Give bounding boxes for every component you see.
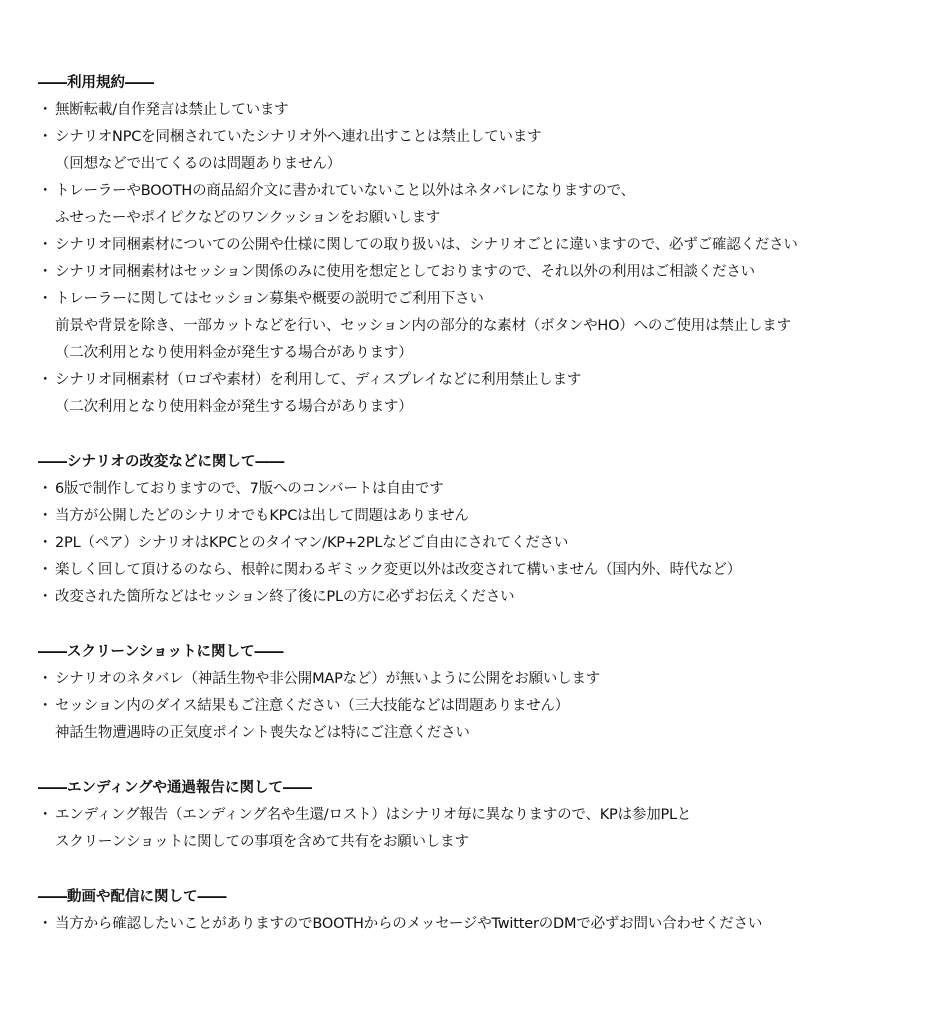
line-text: 2PL（ペア）シナリオはKPCとのタイマン/KP+2PLなどご自由にされてください bbox=[55, 535, 569, 551]
bullet-item bbox=[38, 584, 918, 611]
line-text: シナリオNPCを同梱されていたシナリオ外へ連れ出すことは禁止しています bbox=[55, 129, 542, 145]
section bbox=[38, 639, 918, 747]
bullet-mark: ・ bbox=[38, 291, 53, 307]
bullet-mark: ・ bbox=[38, 102, 53, 118]
section-title: ――シナリオの改変などに関して―― bbox=[38, 454, 285, 470]
bullet-mark: ・ bbox=[38, 535, 53, 551]
section bbox=[38, 449, 918, 611]
terms-document bbox=[38, 70, 918, 966]
continuation-line bbox=[38, 340, 918, 367]
line-text: シナリオ同梱素材はセッション関係のみに使用を想定としておりますので、それ以外の利用はご相談ください bbox=[55, 264, 755, 280]
continuation-line bbox=[38, 394, 918, 421]
line-text: 当方から確認したいことがありますのでBOOTHからのメッセージやTwitterのDMで必ずお問い合わせください bbox=[55, 916, 763, 932]
bullet-item bbox=[38, 666, 918, 693]
section bbox=[38, 70, 918, 421]
bullet-item bbox=[38, 693, 918, 720]
section-title: ――スクリーンショットに関して―― bbox=[38, 644, 284, 660]
bullet-mark: ・ bbox=[38, 481, 53, 497]
bullet-item bbox=[38, 178, 918, 205]
line-text: 6版で制作しておりますので、7版へのコンバートは自由です bbox=[55, 481, 444, 497]
bullet-mark: ・ bbox=[38, 671, 53, 687]
line-text: 神話生物遭遇時の正気度ポイント喪失などは特にご注意ください bbox=[55, 725, 470, 741]
line-text: 楽しく回して頂けるのなら、根幹に関わるギミック変更以外は改変されて構いません（国内外、時代など） bbox=[55, 562, 742, 578]
line-text: トレーラーやBOOTHの商品紹介文に書かれていないこと以外はネタバレになりますので、 bbox=[55, 183, 635, 199]
bullet-item bbox=[38, 530, 918, 557]
line-text: （回想などで出てくるのは問題ありません） bbox=[55, 156, 341, 172]
bullet-mark: ・ bbox=[38, 807, 53, 823]
bullet-mark: ・ bbox=[38, 372, 53, 388]
continuation-line bbox=[38, 313, 918, 340]
bullet-mark: ・ bbox=[38, 129, 53, 145]
bullet-item bbox=[38, 124, 918, 151]
continuation-line bbox=[38, 720, 918, 747]
line-text: 無断転載/自作発言は禁止しています bbox=[55, 102, 289, 118]
line-text: 当方が公開したどのシナリオでもKPCは出して問題はありません bbox=[55, 508, 469, 524]
section-title: ――動画や配信に関して―― bbox=[38, 889, 227, 905]
bullet-item bbox=[38, 911, 918, 938]
continuation-line bbox=[38, 151, 918, 178]
line-text: スクリーンショットに関しての事項を含めて共有をお願いします bbox=[55, 834, 469, 850]
section bbox=[38, 775, 918, 856]
section-title: ――利用規約―― bbox=[38, 75, 154, 91]
line-text: シナリオ同梱素材（ロゴや素材）を利用して、ディスプレイなどに利用禁止します bbox=[55, 372, 582, 388]
bullet-item bbox=[38, 557, 918, 584]
bullet-item bbox=[38, 367, 918, 394]
bullet-item bbox=[38, 286, 918, 313]
bullet-item bbox=[38, 802, 918, 829]
bullet-mark: ・ bbox=[38, 508, 53, 524]
bullet-item bbox=[38, 97, 918, 124]
bullet-mark: ・ bbox=[38, 183, 53, 199]
bullet-mark: ・ bbox=[38, 562, 53, 578]
bullet-item bbox=[38, 503, 918, 530]
line-text: セッション内のダイス結果もご注意ください（三大技能などは問題ありません） bbox=[55, 698, 570, 714]
section-title: ――エンディングや通過報告に関して―― bbox=[38, 780, 313, 796]
bullet-item bbox=[38, 259, 918, 286]
bullet-mark: ・ bbox=[38, 698, 53, 714]
line-text: （二次利用となり使用料金が発生する場合があります） bbox=[55, 399, 413, 415]
line-text: トレーラーに関してはセッション募集や概要の説明でご利用下さい bbox=[55, 291, 484, 307]
bullet-mark: ・ bbox=[38, 264, 53, 280]
bullet-item bbox=[38, 232, 918, 259]
line-text: （二次利用となり使用料金が発生する場合があります） bbox=[55, 345, 413, 361]
line-text: 前景や背景を除き、一部カットなどを行い、セッション内の部分的な素材（ボタンやHO）へのご使用は禁止します bbox=[55, 318, 791, 334]
continuation-line bbox=[38, 829, 918, 856]
bullet-mark: ・ bbox=[38, 237, 53, 253]
line-text: シナリオ同梱素材についての公開や仕様に関しての取り扱いは、シナリオごとに違いますので、必ずご確認ください bbox=[55, 237, 798, 253]
bullet-mark: ・ bbox=[38, 916, 53, 932]
bullet-item bbox=[38, 476, 918, 503]
line-text: ふせったーやポイピクなどのワンクッションをお願いします bbox=[55, 210, 441, 226]
line-text: シナリオのネタバレ（神話生物や非公開MAPなど）が無いように公開をお願いします bbox=[55, 671, 601, 687]
line-text: 改変された箇所などはセッション終了後にPLの方に必ずお伝えください bbox=[55, 589, 515, 605]
continuation-line bbox=[38, 205, 918, 232]
line-text: エンディング報告（エンディング名や生還/ロスト）はシナリオ毎に異なりますので、KPは参加PLと bbox=[55, 807, 692, 823]
section bbox=[38, 884, 918, 938]
bullet-mark: ・ bbox=[38, 589, 53, 605]
